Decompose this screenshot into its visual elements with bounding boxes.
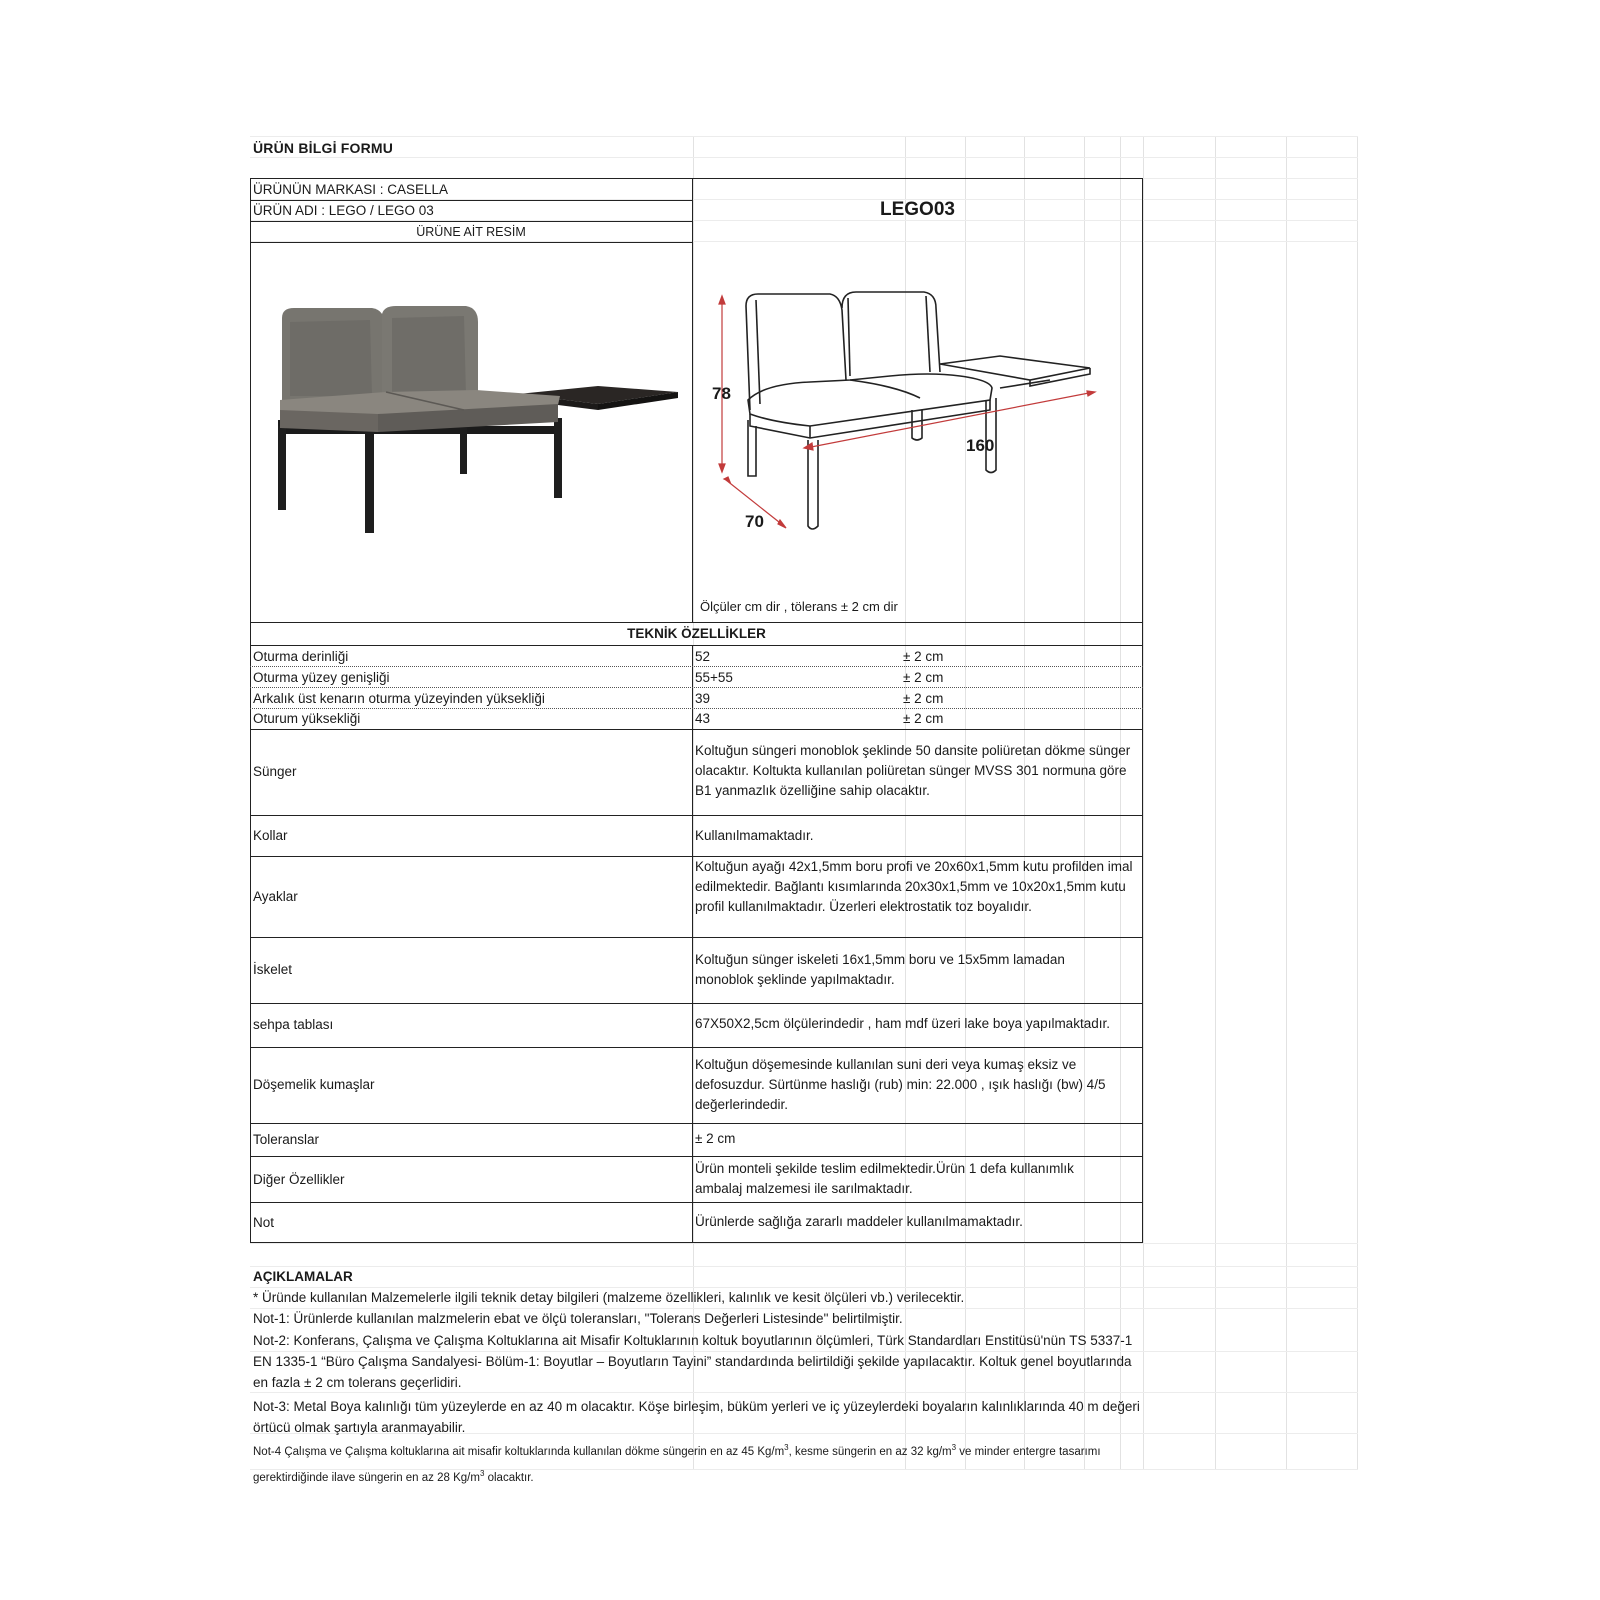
spec-text: Koltuğun süngeri monoblok şeklinde 50 dansite poliüretan dökme sünger olacaktır. Koltukta kullanılan poliüretan sünger MVSS 301 normuna göre B1 yanmazlık özelliğine sahip olacaktır. — [695, 743, 1131, 798]
product-photo — [260, 300, 680, 550]
spec-label: Kollar — [253, 828, 288, 843]
spec-text: Koltuğun sünger iskeleti 16x1,5mm boru ve 15x5mm lamadan monoblok şeklinde yapılmaktadır. — [695, 952, 1065, 987]
dimension-height-label: 78 — [712, 384, 731, 403]
spec-text: Kullanılmamaktadır. — [695, 828, 814, 843]
spec-text: 67X50X2,5cm ölçülerindedir , ham mdf üzeri lake boya yapılmaktadır. — [695, 1016, 1110, 1031]
measure-label: Arkalık üst kenarın oturma yüzeyinden yüksekliği — [253, 691, 545, 706]
spec-text: Ürünlerde sağlığa zararlı maddeler kullanılmamaktadır. — [695, 1214, 1023, 1229]
spec-text: Ürün monteli şekilde teslim edilmektedir.Ürün 1 defa kullanımlık ambalaj malzemesi ile sarılmaktadır. — [695, 1161, 1074, 1196]
spec-text: ± 2 cm — [695, 1131, 736, 1146]
measure-tolerance: ± 2 cm — [903, 691, 944, 706]
measure-label: Oturma derinliği — [253, 649, 349, 664]
spec-label: İskelet — [253, 962, 293, 977]
measure-value: 55+55 — [695, 670, 733, 685]
spec-label: Ayaklar — [253, 889, 298, 904]
spec-label: Sünger — [253, 764, 297, 779]
measure-label: Oturum yüksekliği — [253, 711, 361, 726]
measure-tolerance: ± 2 cm — [903, 711, 944, 726]
measure-value: 39 — [695, 691, 711, 706]
measure-value: 43 — [695, 711, 711, 726]
technical-drawing — [700, 280, 1140, 560]
spec-label: Diğer Özellikler — [253, 1172, 345, 1187]
measure-tolerance: ± 2 cm — [903, 670, 944, 685]
tech-header: TEKNİK ÖZELLİKLER — [627, 626, 766, 641]
spec-label: sehpa tablası — [253, 1017, 334, 1032]
spec-text: Koltuğun ayağı 42x1,5mm boru profi ve 20x60x1,5mm kutu profilden imal edilmektedir. Bağlantı kısımlarında 20x30x1,5mm ve 10x20x1,5mm kutu profil kullanılmaktadır. Üzerleri elektrostatik toz boyalıdır. — [695, 859, 1133, 914]
product-name-row: ÜRÜN ADI : LEGO / LEGO 03 — [253, 203, 434, 218]
spec-text: Koltuğun döşemesinde kullanılan suni deri veya kumaş eksiz ve defosuzdur. Sürtünme haslığı (rub) min: 22.000 , ışık haslığı (bw) 4/5 değerlerindedir. — [695, 1057, 1106, 1112]
note-line: Not-3: Metal Boya kalınlığı tüm yüzeylerde en az 40 m olacaktır. Köşe birleşim, büküm yerleri ve iç yüzeylerdeki boyaların kalınlıklarında 40 m değeri örtücü olmak şartıyla aranmayabilir. — [253, 1399, 1140, 1435]
measure-value: 52 — [695, 649, 711, 664]
spec-label: Not — [253, 1215, 275, 1230]
brand-row: ÜRÜNÜN MARKASI : CASELLA — [253, 182, 449, 197]
note-line: * Üründe kullanılan Malzemelerle ilgili teknik detay bilgileri (malzeme özellikleri, kalınlık ve kesit ölçüleri vb.) verilecektir. — [253, 1290, 965, 1305]
drawing-caption: Ölçüler cm dir , tölerans ± 2 cm dir — [700, 599, 898, 614]
measure-tolerance: ± 2 cm — [903, 649, 944, 664]
note-line: Not-4 Çalışma ve Çalışma koltuklarına ait misafir koltuklarında kullanılan dökme süngerin en az 45 $Kg/m^3$, kesme süngerin en az 32 $kg/m^3$ ve minder entergre tasarımı gerektirdiğinde ilave süngerin en az 28 $Kg/m^3$ olacaktır. — [253, 1443, 1101, 1484]
note-line: Not-1: Ürünlerde kullanılan malzmelerin ebat ve ölçü toleransları, "Tolerans Değerleri Listesinde" belirtilmiştir. — [253, 1311, 903, 1326]
form-title: ÜRÜN BİLGİ FORMU — [253, 140, 394, 156]
image-header: ÜRÜNE AİT RESİM — [416, 225, 526, 239]
drawing-title: LEGO03 — [880, 199, 955, 220]
notes-title: AÇIKLAMALAR — [253, 1269, 353, 1284]
dimension-width-label: 160 — [966, 436, 995, 455]
note-line: Not-2: Konferans, Çalışma ve Çalışma Koltuklarına ait Misafir Koltuklarının koltuk boyutlarının ölçümleri, Türk Standardları Enstitüsü'nün TS 5337-1 EN 1335-1 “Büro Çalışma Sandalyesi- Bölüm-1: Boyutlar – Boyutların Tayini” standardında belirtildiği şekilde yapılacaktır. Koltuk genel boyutlarında en fazla ± 2 cm tolerans geçerlidiri. — [253, 1333, 1133, 1390]
spec-label: Toleranslar — [253, 1132, 320, 1147]
measure-label: Oturma yüzey genişliği — [253, 670, 390, 685]
spec-label: Döşemelik kumaşlar — [253, 1077, 375, 1092]
dimension-depth-label: 70 — [745, 512, 764, 531]
